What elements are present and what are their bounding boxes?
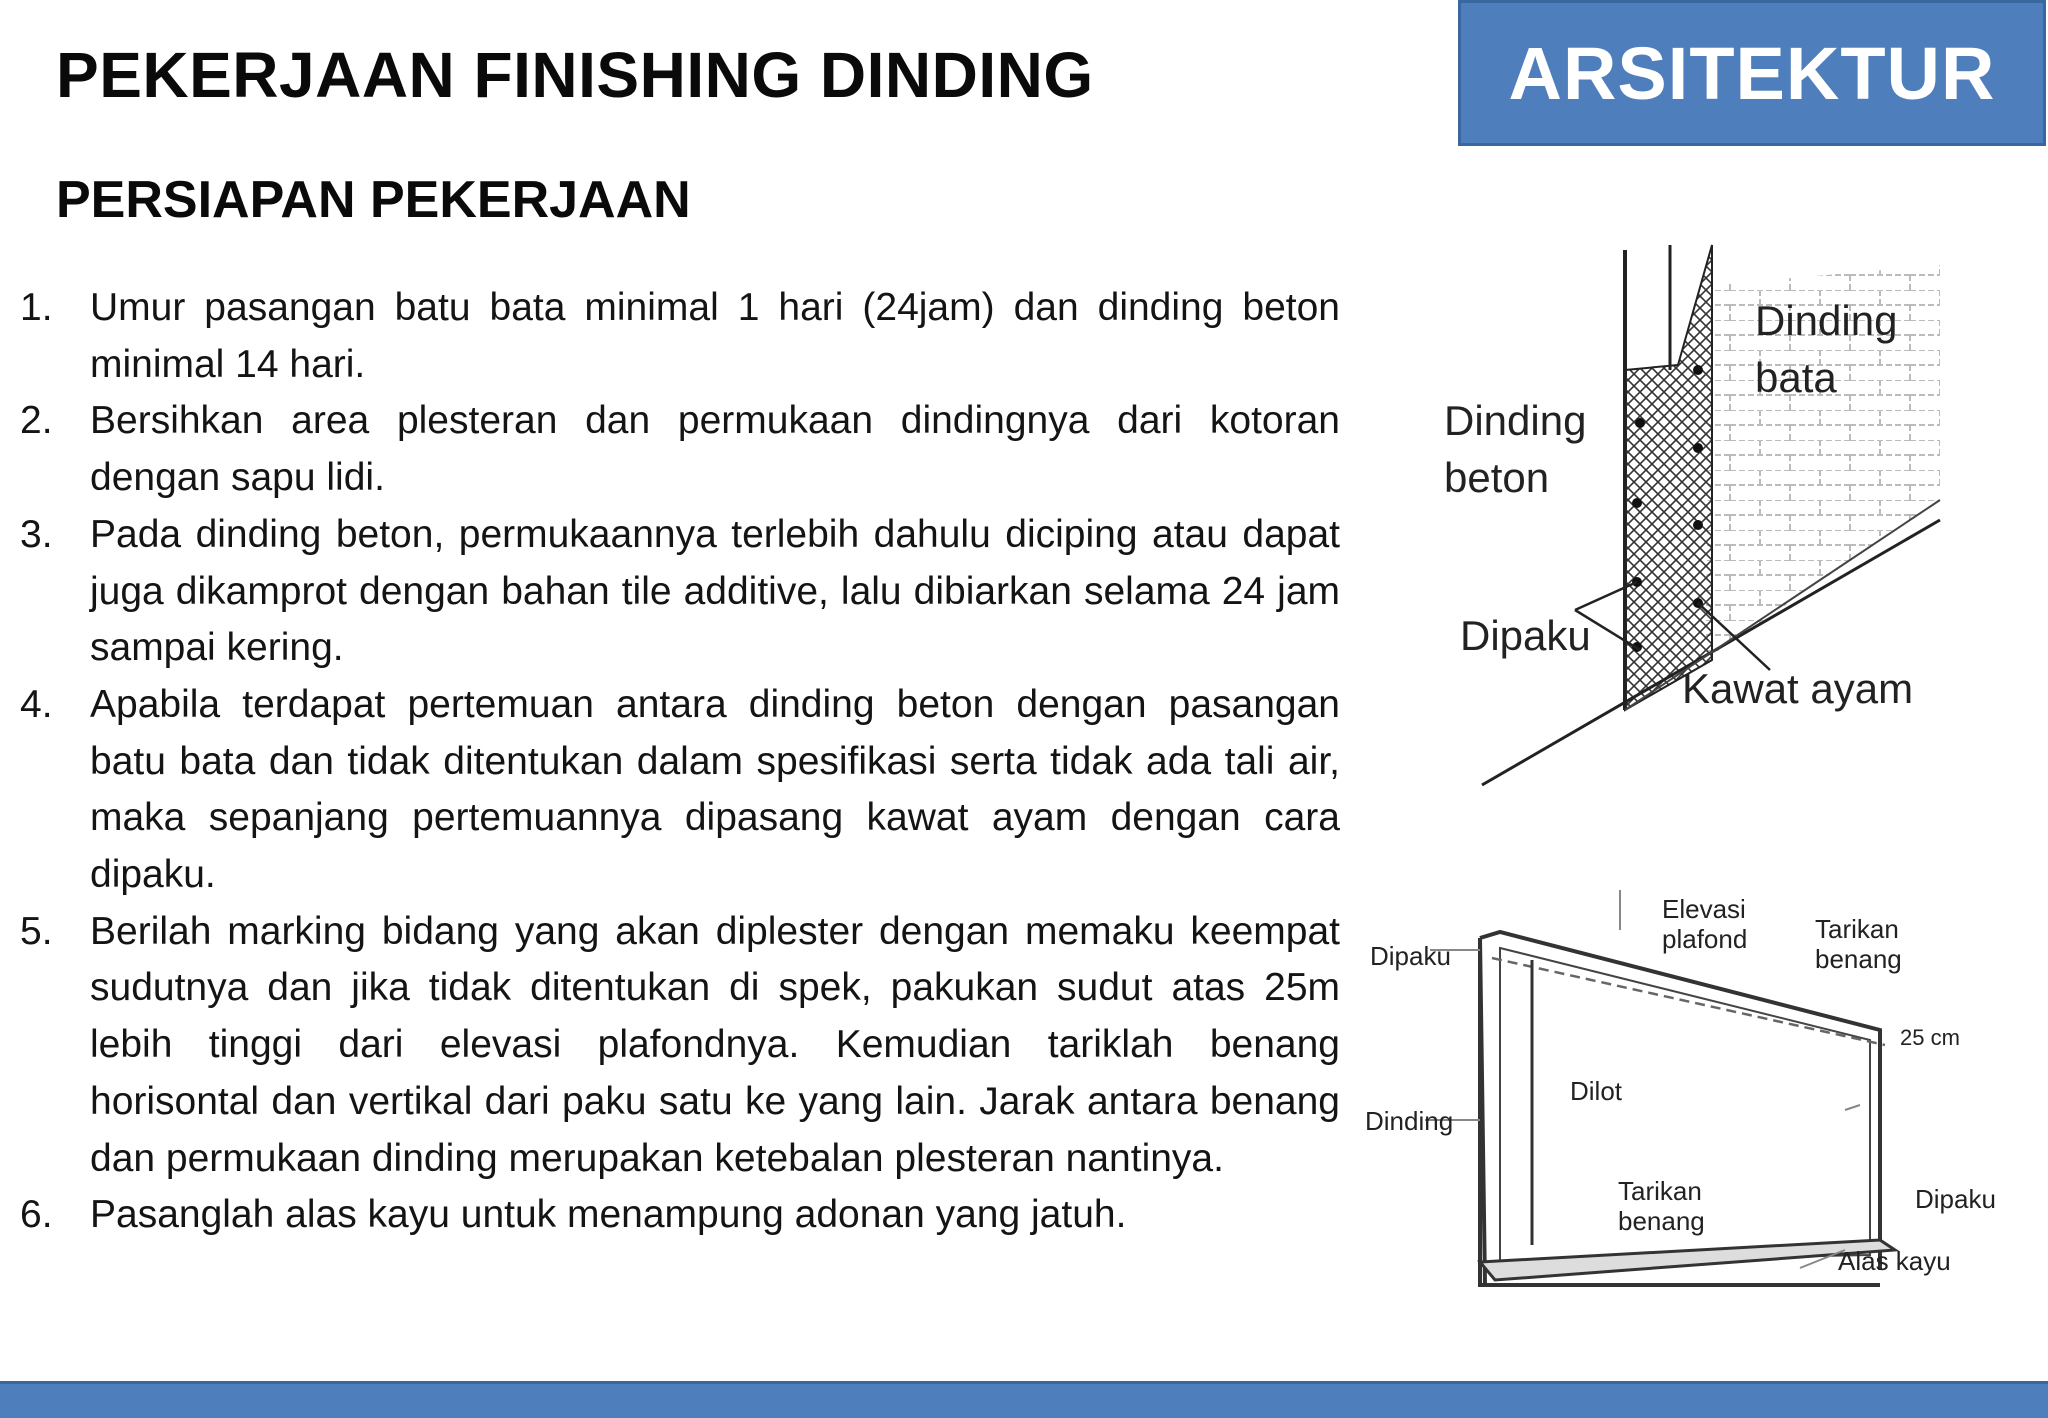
step-number: 2. [20, 399, 53, 443]
label-dinding: Dinding [1365, 1106, 1454, 1136]
step-text: Berilah marking bidang yang akan diplester dengan memaku keempat sudutnya dan jika tidak ditentukan di spek, pakukan sudut atas 25m lebih tinggi dari elevasi plafondnya. Kemudian tariklah benang horisontal dan vertikal dari paku satu ke yang lain. Jarak antara benang dan permukaan dinding merupakan ketebalan plesteran nantinya. [90, 909, 1340, 1180]
footer-bar [0, 1381, 2048, 1418]
step-number: 5. [20, 909, 53, 953]
label-alas-kayu: Alas kayu [1838, 1246, 1951, 1276]
label-dinding-bata-2: bata [1755, 354, 1837, 401]
step-text: Pasanglah alas kayu untuk menampung adonan yang jatuh. [90, 1193, 1127, 1237]
category-badge: ARSITEKTUR [1458, 0, 2046, 146]
label-tarikan-bottom: Tarikan [1618, 1176, 1702, 1206]
label-dinding-bata: Dinding [1755, 297, 1898, 344]
step-item [20, 1187, 1340, 1244]
step-number: 6. [20, 1193, 53, 1237]
step-item [20, 904, 1340, 1188]
steps-list [20, 280, 1340, 1244]
label-plafond: plafond [1662, 924, 1748, 954]
label-benang-bottom: benang [1618, 1206, 1705, 1236]
step-text: Bersihkan area plesteran dan permukaan dindingnya dari kotoran dengan sapu lidi. [90, 399, 1340, 500]
alas-kayu-plank [1480, 1240, 1895, 1280]
label-dinding-beton-2: beton [1444, 454, 1550, 501]
step-number: 3. [20, 512, 53, 556]
step-item [20, 677, 1340, 904]
label-benang-top: benang [1815, 944, 1902, 974]
step-item [20, 393, 1340, 506]
page-title: PEKERJAAN FINISHING DINDING [56, 39, 1094, 111]
step-text: Apabila terdapat pertemuan antara dinding beton dengan pasangan batu bata dan tidak ditentukan dalam spesifikasi serta tidak ada tali air, maka sepanjang pertemuannya dipasang kawat ayam dengan cara dipaku. [90, 682, 1340, 897]
step-text: Pada dinding beton, permukaannya terlebih dahulu diciping atau dapat juga dikamprot dengan bahan tile additive, lalu dibiarkan selama 24 jam sampai kering. [90, 512, 1340, 670]
step-item [20, 507, 1340, 677]
label-tarikan-top: Tarikan [1815, 914, 1899, 944]
label-kawat-ayam: Kawat ayam [1682, 665, 1914, 712]
label-elevasi: Elevasi [1662, 894, 1746, 924]
label-dipaku-left: Dipaku [1370, 941, 1451, 971]
label-dipaku-right: Dipaku [1915, 1184, 1996, 1214]
step-number: 1. [20, 286, 53, 329]
label-dilot: Dilot [1570, 1076, 1623, 1106]
step-item [20, 280, 1340, 393]
wall-junction-diagram [1430, 230, 1970, 790]
label-dipaku: Dipaku [1460, 612, 1591, 659]
section-title: PERSIAPAN PEKERJAAN [56, 171, 691, 229]
label-25cm: 25 cm [1900, 1025, 1960, 1050]
step-number: 4. [20, 682, 53, 726]
step-text: Umur pasangan batu bata minimal 1 hari (24jam) dan dinding beton minimal 14 hari. [90, 286, 1340, 386]
label-dinding-beton: Dinding [1444, 397, 1587, 444]
plaster-marking-diagram [1360, 890, 2020, 1290]
